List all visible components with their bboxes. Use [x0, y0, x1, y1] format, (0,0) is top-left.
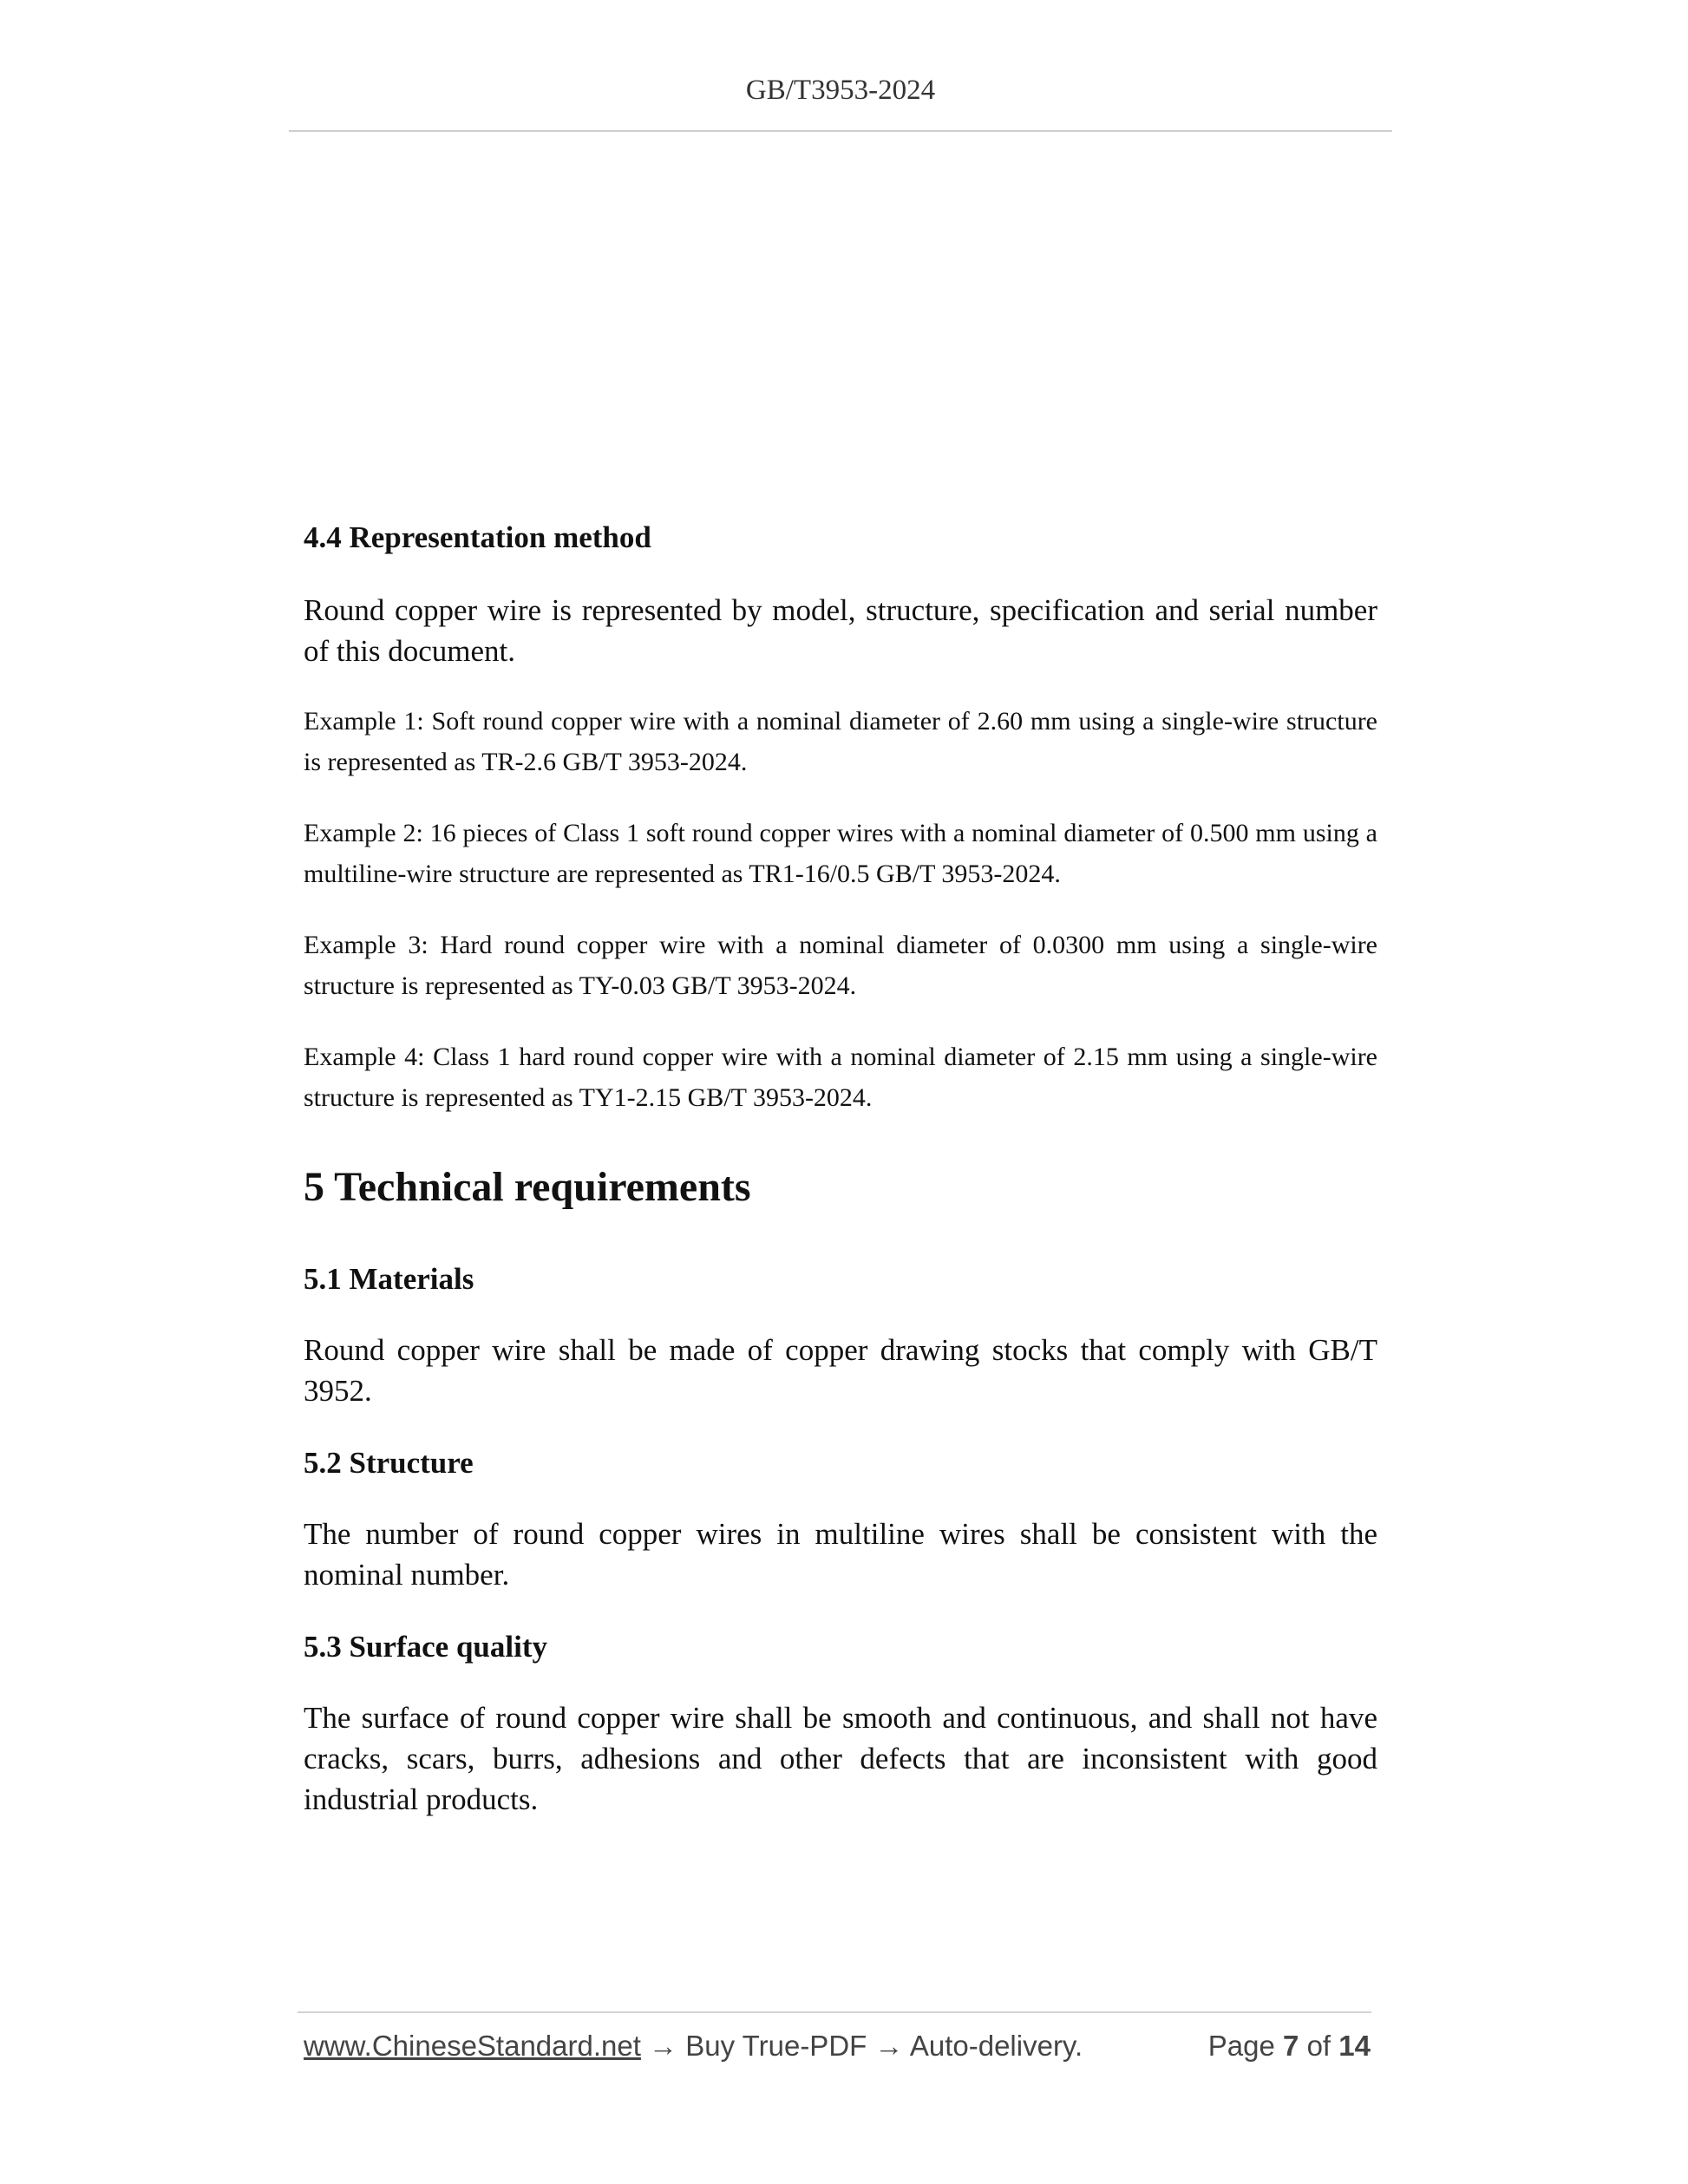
of-label: of	[1306, 2030, 1331, 2062]
heading-5-1: 5.1 Materials	[304, 1262, 474, 1296]
page-footer	[304, 2030, 1371, 2071]
paragraph-5-2: The number of round copper wires in multiline wires shall be consistent with the nominal number.	[304, 1517, 1377, 1592]
example-3: Example 3: Hard round copper wire with a nominal diameter of 0.0300 mm using a single-wire structure is represented as TY-0.03 GB/T 3953-2024.	[304, 931, 1377, 1000]
page-number	[1208, 2030, 1371, 2063]
arrow-icon: →	[649, 2030, 678, 2062]
paragraph-4-4: Round copper wire is represented by model, structure, specification and serial number of this document.	[304, 593, 1377, 668]
heading-5-3: 5.3 Surface quality	[304, 1630, 547, 1664]
website-link[interactable]: www.ChineseStandard.net	[304, 2030, 641, 2062]
paragraph-5-3: The surface of round copper wire shall be smooth and continuous, and shall not have cracks, scars, burrs, adhesions and other defects that are inconsistent with good industrial products.	[304, 1701, 1377, 1816]
total-pages: 14	[1338, 2030, 1371, 2062]
page-label: Page	[1207, 2030, 1275, 2062]
auto-delivery-text: Auto-delivery.	[909, 2030, 1083, 2062]
example-2: Example 2: 16 pieces of Class 1 soft round copper wires with a nominal diameter of 0.500 mm using a multiline-wire structure are represented as TR1-16/0.5 GB/T 3953-2024.	[304, 819, 1377, 888]
document-header-title: GB/T3953-2024	[745, 75, 936, 106]
buy-true-pdf-text: Buy True-PDF	[685, 2030, 867, 2062]
example-1: Example 1: Soft round copper wire with a nominal diameter of 2.60 mm using a single-wire structure is represented as TR-2.6 GB/T 3953-2024.	[304, 707, 1377, 776]
arrow-icon: →	[874, 2030, 904, 2062]
paragraph-5-1: Round copper wire shall be made of copper drawing stocks that comply with GB/T 3952.	[304, 1333, 1377, 1408]
header-divider	[289, 130, 1392, 132]
current-page: 7	[1283, 2030, 1299, 2062]
example-4: Example 4: Class 1 hard round copper wire with a nominal diameter of 2.15 mm using a single-wire structure is represented as TY1-2.15 GB/T 3953-2024.	[304, 1043, 1377, 1112]
heading-5-2: 5.2 Structure	[304, 1446, 474, 1480]
footer-promo	[304, 2030, 1083, 2063]
heading-4-4: 4.4 Representation method	[304, 520, 651, 554]
heading-5: 5 Technical requirements	[304, 1164, 751, 1210]
footer-divider	[298, 2011, 1371, 2013]
